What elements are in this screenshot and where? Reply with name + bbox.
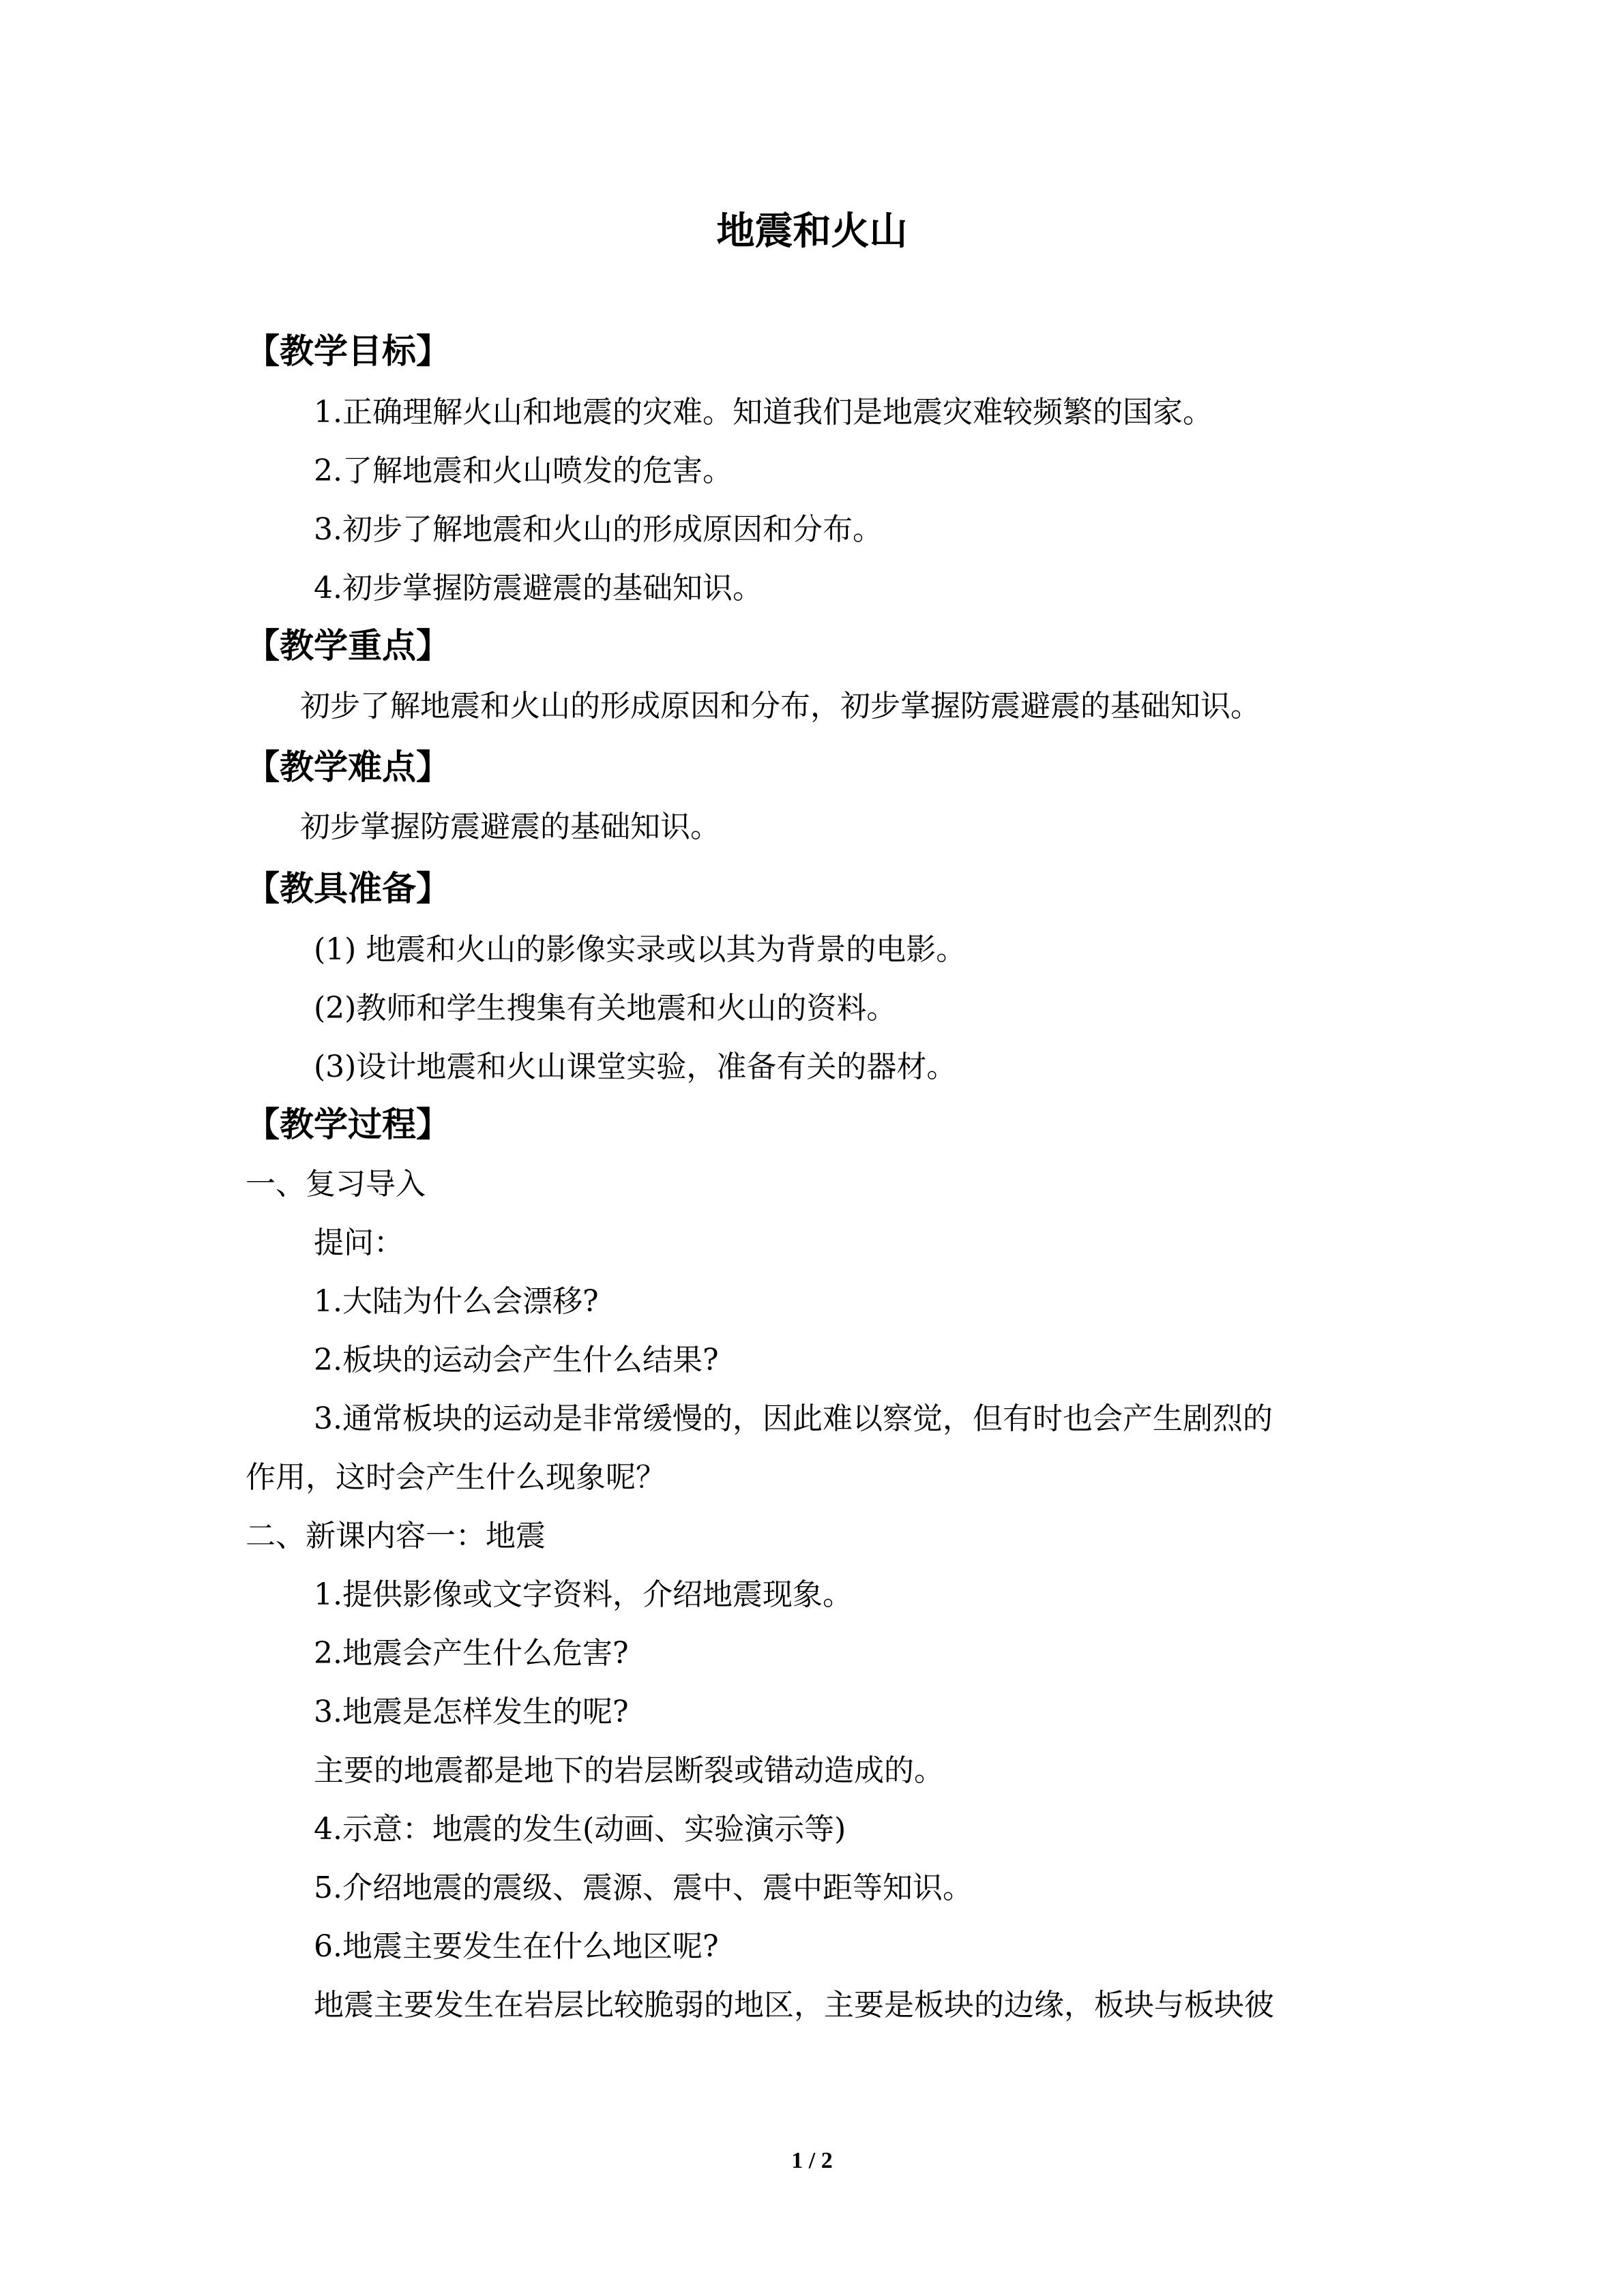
- process-line: 2.地震会产生什么危害?: [314, 1636, 629, 1671]
- process-line: 6.地震主要发生在什么地区呢?: [314, 1929, 719, 1964]
- difficulties-text: 初步掌握防震避震的基础知识。: [300, 809, 720, 844]
- page-title: 地震和火山: [716, 209, 908, 254]
- goals-item: 4.初步掌握防震避震的基础知识。: [314, 571, 763, 606]
- materials-item: (1) 地震和火山的影像实录或以其为背景的电影。: [314, 932, 966, 967]
- process-line: 主要的地震都是地下的岩层断裂或错动造成的。: [314, 1753, 944, 1788]
- process-line: 4.示意：地震的发生(动画、实验演示等): [314, 1812, 846, 1847]
- key-points-text: 初步了解地震和火山的形成原因和分布，初步掌握防震避震的基础知识。: [300, 689, 1260, 724]
- goals-item: 2.了解地震和火山喷发的危害。: [314, 453, 733, 488]
- key-points-heading: 【教学重点】: [246, 626, 450, 666]
- process-line: 作用，这时会产生什么现象呢？: [246, 1460, 666, 1495]
- process-part1-title: 一、复习导入: [246, 1167, 426, 1202]
- process-line: 提问：: [314, 1225, 404, 1260]
- process-line: 2.板块的运动会产生什么结果?: [314, 1343, 719, 1377]
- goals-item: 3.初步了解地震和火山的形成原因和分布。: [314, 512, 883, 547]
- process-line: 1.提供影像或文字资料，介绍地震现象。: [314, 1577, 853, 1612]
- goals-item: 1.正确理解火山和地震的灾难。知道我们是地震灾难较频繁的国家。: [314, 395, 1213, 430]
- process-line: 3.通常板块的运动是非常缓慢的，因此难以察觉，但有时也会产生剧烈的: [314, 1401, 1273, 1436]
- process-part2-title: 二、新课内容一：地震: [246, 1519, 546, 1553]
- process-line: 5.介绍地震的震级、震源、震中、震中距等知识。: [314, 1870, 973, 1905]
- process-heading: 【教学过程】: [246, 1105, 450, 1144]
- process-line: 地震主要发生在岩层比较脆弱的地区，主要是板块的边缘，板块与板块彼: [314, 1988, 1274, 2023]
- materials-item: (2)教师和学生搜集有关地震和火山的资料。: [314, 991, 897, 1026]
- process-line: 3.地震是怎样发生的呢?: [314, 1695, 629, 1729]
- materials-heading: 【教具准备】: [246, 869, 450, 908]
- goals-heading: 【教学目标】: [246, 331, 450, 371]
- process-line: 1.大陆为什么会漂移?: [314, 1284, 599, 1319]
- page-number: 1 / 2: [791, 2148, 833, 2173]
- materials-item: (3)设计地震和火山课堂实验，准备有关的器材。: [314, 1049, 957, 1084]
- difficulties-heading: 【教学难点】: [246, 747, 450, 787]
